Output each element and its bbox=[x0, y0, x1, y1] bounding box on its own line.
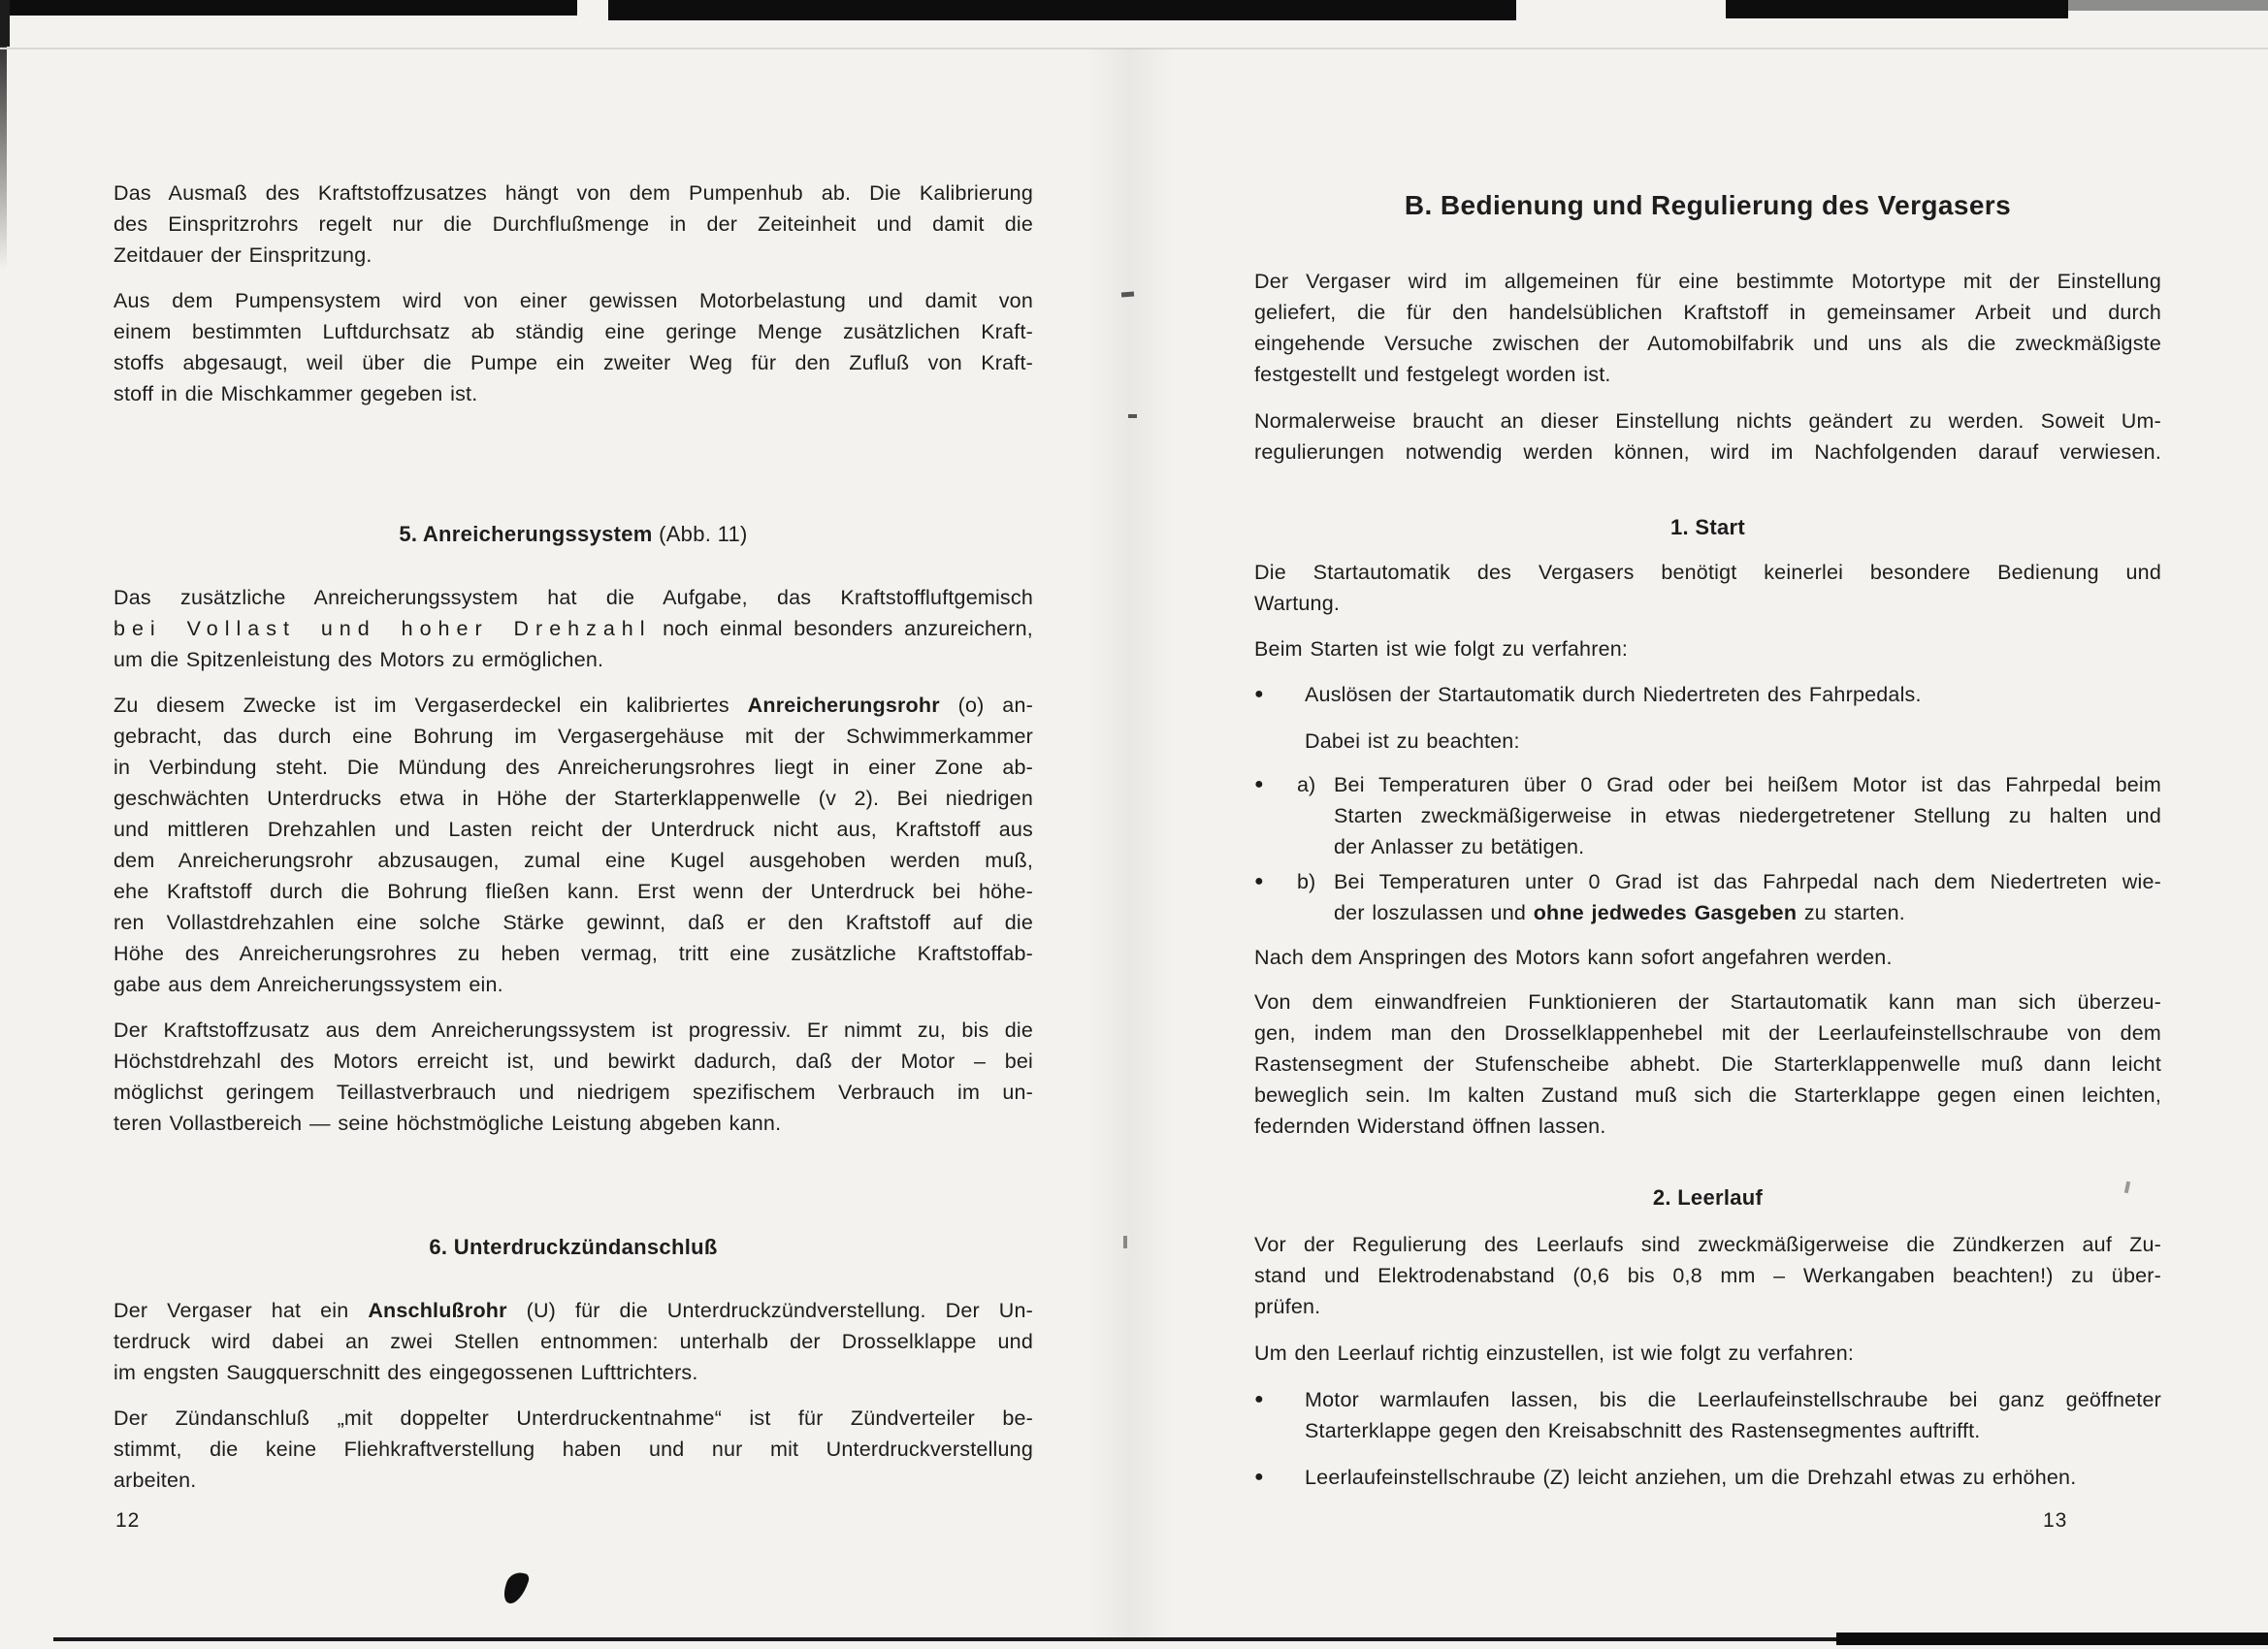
text-line: Das Ausmaß des Kraftstoffzusatzes hängt von dem Pumpenhub ab. Die Kalibrierung bbox=[113, 181, 1033, 205]
text-line: ren Vollastdrehzahlen eine solche Stärke gewinnt, daß er den Kraftstoff auf die bbox=[113, 911, 1033, 934]
text-line bbox=[113, 613, 1033, 644]
paragraph: Beim Starten ist wie folgt zu verfahren: bbox=[1254, 637, 1629, 661]
text-line: einem bestimmten Luftdurchsatz ab ständig eine geringe Menge zusätzlichen Kraft- bbox=[113, 320, 1033, 343]
text-line: stoffs abgesaugt, weil über die Pumpe ein zweiter Weg für den Zufluß von Kraft- bbox=[113, 351, 1033, 374]
text-line: Höhe des Anreicherungsrohres zu heben vermag, tritt eine zusätzliche Kraftstoffab- bbox=[113, 942, 1033, 965]
chapter-title: B. Bedienung und Regulierung des Vergasers bbox=[1404, 190, 2012, 220]
page-number-right: 13 bbox=[2043, 1509, 2068, 1532]
text-line bbox=[1334, 897, 2161, 928]
text-line: Wartung. bbox=[1254, 592, 1341, 615]
text-line: Motor warmlaufen lassen, bis die Leerlaufeinstellschraube bei ganz geöffneter bbox=[1305, 1388, 2161, 1411]
paragraph bbox=[1254, 266, 2161, 390]
bullet-item-a bbox=[1254, 769, 2161, 862]
text-line: ehe Kraftstoff durch die Bohrung fließen kann. Erst wenn der Unterdruck bei höhe- bbox=[113, 880, 1033, 903]
text-line bbox=[113, 1295, 1033, 1326]
text-line: Starten zweckmäßigerweise in etwas niedergetretener Stellung zu halten und bbox=[1334, 804, 2161, 827]
text-line: der Anlasser zu betätigen. bbox=[1334, 835, 1585, 858]
section-heading-unterdruckzuendanschluss: 6. Unterdruckzündanschluß bbox=[429, 1235, 718, 1259]
text-line: stand und Elektrodenabstand (0,6 bis 0,8 mm – Werkangaben beachten!) zu über- bbox=[1254, 1264, 2161, 1287]
bullet-icon: ● bbox=[1254, 873, 1264, 889]
left-page bbox=[113, 178, 1033, 1510]
text-line: festgestellt und festgelegt worden ist. bbox=[1254, 363, 1611, 386]
bullet-text bbox=[1305, 1384, 2161, 1446]
text-line: terdruck wird dabei an zwei Stellen entnommen: unterhalb der Drosselklappe und bbox=[113, 1330, 1033, 1353]
bold-term: ohne jedwedes Gasgeben bbox=[1533, 901, 1798, 924]
paragraph: Nach dem Anspringen des Motors kann sofort angefahren werden. bbox=[1254, 946, 1893, 969]
text-segment: noch einmal besonders anzureichern, bbox=[651, 617, 1033, 640]
scan-bar-top-right-fade bbox=[2068, 0, 2268, 11]
paragraph bbox=[113, 582, 1033, 675]
scan-line-bottom bbox=[53, 1637, 1843, 1641]
page-gutter-shadow bbox=[1086, 48, 1174, 1639]
section-heading-start: 1. Start bbox=[1670, 515, 1745, 539]
text-line: dem Anreicherungsrohr abzusaugen, zumal eine Kugel ausgehoben werden muß, bbox=[113, 849, 1033, 872]
text-line: teren Vollastbereich — seine höchstmögliche Leistung abgeben kann. bbox=[113, 1112, 782, 1135]
text-line: Vor der Regulierung des Leerlaufs sind zweckmäßigerweise die Zündkerzen auf Zu- bbox=[1254, 1233, 2161, 1256]
paragraph bbox=[1254, 1229, 2161, 1322]
text-line: Rastensegment der Stufenscheibe abhebt. Die Starterklappenwelle muß dann leicht bbox=[1254, 1052, 2161, 1076]
text-line: in Verbindung steht. Die Mündung des Anreicherungsrohres liegt in einer Zone ab- bbox=[113, 756, 1033, 779]
text-line bbox=[113, 690, 1033, 721]
text-line: eingehende Versuche zwischen der Automobilfabrik und uns als die zweckmäßigste bbox=[1254, 332, 2161, 355]
text-line: des Einspritzrohrs regelt nur die Durchflußmenge in der Zeiteinheit und damit die bbox=[113, 212, 1033, 236]
paragraph bbox=[1254, 557, 2161, 619]
text-line: Höchstdrehzahl des Motors erreicht ist, und bewirkt dadurch, daß der Motor – bei bbox=[113, 1050, 1033, 1073]
book-spine-edge bbox=[0, 47, 7, 270]
scan-corner-mark bbox=[0, 0, 10, 47]
bullet-text: Auslösen der Startautomatik durch Niedertreten des Fahrpedals. bbox=[1305, 683, 1922, 706]
bullet-icon: ● bbox=[1254, 686, 1264, 702]
bullet-item bbox=[1254, 1384, 2161, 1446]
bold-term: Anschlußrohr bbox=[368, 1299, 507, 1322]
paragraph bbox=[113, 1015, 1033, 1139]
text-line: Der Vergaser wird im allgemeinen für eine bestimmte Motortype mit der Einstellung bbox=[1254, 270, 2161, 293]
note-line: Dabei ist zu beachten: bbox=[1305, 729, 1520, 753]
text-line: arbeiten. bbox=[113, 1469, 197, 1492]
paragraph bbox=[113, 178, 1033, 271]
paragraph: Um den Leerlauf richtig einzustellen, ist wie folgt zu verfahren: bbox=[1254, 1342, 1855, 1365]
scan-bar-bottom-right bbox=[1836, 1633, 2268, 1645]
heading-number-title: 5. Anreicherungssystem bbox=[399, 522, 653, 546]
text-line: federnden Widerstand öffnen lassen. bbox=[1254, 1115, 1606, 1138]
text-line: Zeitdauer der Einspritzung. bbox=[113, 243, 373, 267]
bullet-text bbox=[1334, 769, 2161, 862]
bullet-item-b bbox=[1254, 866, 2161, 928]
text-segment: (U) für die Unterdruckzündverstellung. Der Un- bbox=[506, 1299, 1033, 1322]
text-line: um die Spitzenleistung des Motors zu ermöglichen. bbox=[113, 648, 604, 671]
paragraph bbox=[113, 285, 1033, 409]
text-segment: Zu diesem Zwecke ist im Vergaserdeckel ein kalibriertes bbox=[113, 694, 748, 717]
text-line: Normalerweise braucht an dieser Einstellung nichts geändert zu werden. Soweit Um- bbox=[1254, 409, 2161, 433]
text-line: Aus dem Pumpensystem wird von einer gewissen Motorbelastung und damit von bbox=[113, 289, 1033, 312]
scan-speck bbox=[1121, 292, 1134, 298]
heading-suffix: (Abb. 11) bbox=[652, 522, 748, 546]
text-line: Das zusätzliche Anreicherungssystem hat die Aufgabe, das Kraftstoffluftgemisch bbox=[113, 586, 1033, 609]
text-line: geliefert, die für den handelsüblichen Kraftstoff in gemeinsamer Arbeit und durch bbox=[1254, 301, 2161, 324]
bullet-icon: ● bbox=[1254, 776, 1264, 792]
text-line: regulierungen notwendig werden können, wird im Nachfolgenden darauf verwiesen. bbox=[1254, 440, 2161, 464]
list-label: a) bbox=[1297, 773, 1316, 796]
section-heading-leerlauf: 2. Leerlauf bbox=[1652, 1185, 1764, 1210]
list-label: b) bbox=[1297, 870, 1316, 893]
text-segment: (o) an- bbox=[939, 694, 1033, 717]
text-line: gen, indem man den Drosselklappenhebel mit der Leerlaufeinstellschraube von dem bbox=[1254, 1021, 2161, 1045]
scan-bar-top-middle bbox=[608, 0, 1516, 20]
text-segment: zu starten. bbox=[1797, 901, 1905, 924]
text-segment: der loszulassen und bbox=[1334, 901, 1534, 924]
section-heading-anreicherungssystem bbox=[113, 519, 1033, 550]
paragraph bbox=[113, 690, 1033, 1000]
page-number-left: 12 bbox=[115, 1509, 141, 1532]
bold-term: Anreicherungsrohr bbox=[747, 694, 940, 717]
paragraph bbox=[1254, 986, 2161, 1142]
text-line: Bei Temperaturen unter 0 Grad ist das Fahrpedal nach dem Niedertreten wie- bbox=[1334, 870, 2161, 893]
text-line: prüfen. bbox=[1254, 1295, 1321, 1318]
text-line: gabe aus dem Anreicherungssystem ein. bbox=[113, 973, 503, 996]
right-page bbox=[1254, 186, 2161, 1493]
text-line: möglichst geringem Teillastverbrauch und niedrigem spezifischem Verbrauch im un- bbox=[113, 1081, 1033, 1104]
text-line: Starterklappe gegen den Kreisabschnitt des Rastensegmentes auftrifft. bbox=[1305, 1419, 1981, 1442]
text-line: gebracht, das durch eine Bohrung im Vergasergehäuse mit der Schwimmerkammer bbox=[113, 725, 1033, 748]
text-line: Von dem einwandfreien Funktionieren der Startautomatik kann man sich überzeu- bbox=[1254, 990, 2161, 1014]
text-line: und mittleren Drehzahlen und Lasten reicht der Unterdruck nicht aus, Kraftstoff aus bbox=[113, 818, 1033, 841]
scan-speck bbox=[1128, 414, 1137, 418]
bullet-icon: ● bbox=[1254, 1469, 1264, 1485]
text-segment: Der Vergaser hat ein bbox=[113, 1299, 369, 1322]
scan-bar-top-right bbox=[1726, 0, 2068, 18]
text-line: beweglich sein. Im kalten Zustand muß sich die Starterklappe gegen einen leichten, bbox=[1254, 1083, 2161, 1107]
bullet-icon: ● bbox=[1254, 1391, 1264, 1407]
paragraph bbox=[113, 1295, 1033, 1388]
scan-bar-top-left bbox=[8, 0, 577, 16]
bullet-item bbox=[1254, 679, 2161, 710]
text-line: im engsten Saugquerschnitt des eingegossenen Lufttrichters. bbox=[113, 1361, 698, 1384]
bullet-text bbox=[1334, 866, 2161, 928]
scan-speck bbox=[1123, 1236, 1127, 1248]
ink-blot bbox=[501, 1569, 530, 1607]
paragraph bbox=[1254, 405, 2161, 468]
text-line: geschwächten Unterdrucks etwa in Höhe der Starterklappenwelle (v 2). Bei niedrigen bbox=[113, 787, 1033, 810]
text-line: Der Zündanschluß „mit doppelter Unterdruckentnahme“ ist für Zündverteiler be- bbox=[113, 1406, 1033, 1430]
bullet-item bbox=[1254, 1462, 2161, 1493]
paragraph bbox=[113, 1403, 1033, 1496]
text-line: Die Startautomatik des Vergasers benötigt keinerlei besondere Bedienung und bbox=[1254, 561, 2161, 584]
text-line: Der Kraftstoffzusatz aus dem Anreicherungssystem ist progressiv. Er nimmt zu, bis die bbox=[113, 1018, 1033, 1042]
bullet-text: Leerlaufeinstellschraube (Z) leicht anziehen, um die Drehzahl etwas zu erhöhen. bbox=[1305, 1466, 2077, 1489]
text-line: stimmt, die keine Fliehkraftverstellung haben und nur mit Unterdruckverstellung bbox=[113, 1438, 1033, 1461]
text-line: Bei Temperaturen über 0 Grad oder bei heißem Motor ist das Fahrpedal beim bbox=[1334, 773, 2161, 796]
emphasized-spaced-text: bei Vollast und hoher Drehzahl bbox=[113, 617, 652, 640]
text-line: stoff in die Mischkammer gegeben ist. bbox=[113, 382, 478, 405]
